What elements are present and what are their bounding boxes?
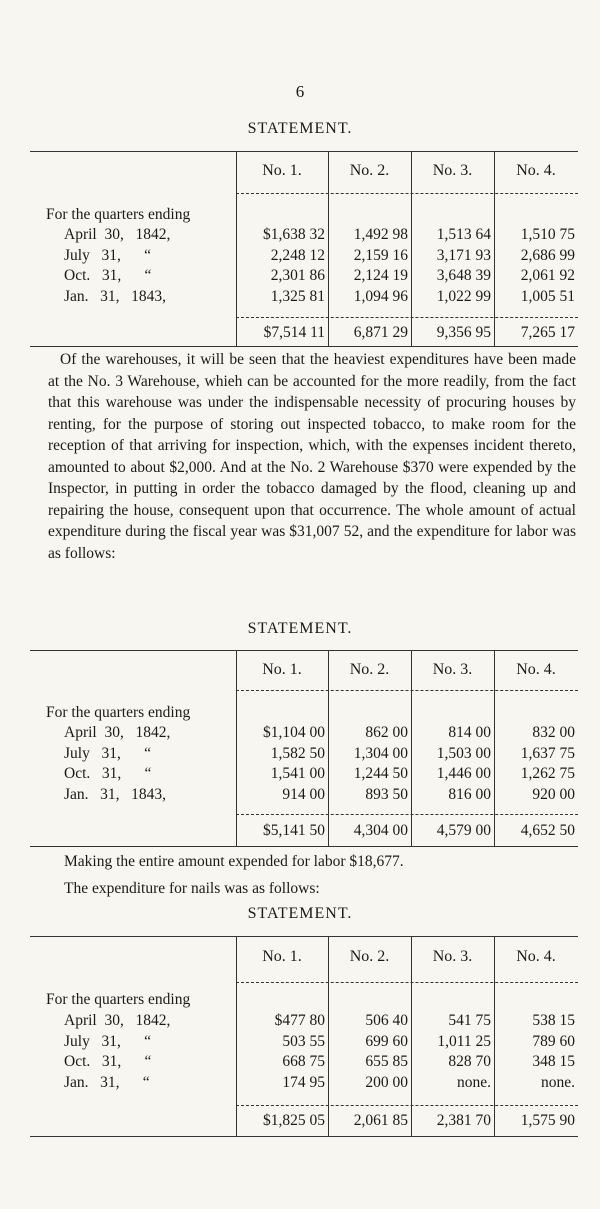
column-header: No. 1. — [262, 162, 302, 179]
table-cell: 828 70 — [448, 1053, 491, 1070]
row-label: Oct. 31, “ — [64, 1053, 152, 1070]
table-cell: 174 95 — [282, 1073, 325, 1091]
total-cell: 7,265 17 — [520, 324, 575, 341]
table-cell: 920 00 — [532, 785, 575, 803]
total-rule — [236, 814, 578, 815]
table-cell: 1,325 81 — [270, 287, 325, 305]
total-cell: $7,514 11 — [263, 324, 325, 341]
total-cell: 9,356 95 — [436, 324, 491, 341]
table-cell: 1,582 50 — [270, 744, 325, 762]
table-cell: 789 60 — [532, 1032, 575, 1050]
table-cell: 503 55 — [282, 1032, 325, 1050]
table-cell: 914 00 — [282, 785, 325, 803]
table-cell: 348 15 — [532, 1053, 575, 1070]
table-bottom-rule — [30, 346, 578, 347]
table-top-rule — [30, 936, 578, 937]
statement-title: STATEMENT. — [247, 905, 353, 922]
table-bottom-rule — [30, 846, 578, 847]
table-cell: 2,159 16 — [353, 246, 408, 264]
row-label: July 31, “ — [64, 744, 151, 762]
table-cell: 1,637 75 — [520, 744, 575, 762]
total-cell: 1,575 90 — [520, 1112, 575, 1129]
row-label: Jan. 31, 1843, — [64, 287, 167, 305]
row-label: Jan. 31, “ — [64, 1073, 150, 1091]
statement-title: STATEMENT. — [247, 620, 353, 637]
table-cell: 668 75 — [282, 1053, 325, 1070]
table-cell: 816 00 — [448, 785, 491, 803]
row-label: July 31, “ — [64, 246, 151, 264]
table-cell: 3,648 39 — [436, 267, 491, 284]
table-cell: 1,244 50 — [353, 765, 408, 782]
total-cell: 2,381 70 — [436, 1112, 491, 1129]
table-cell: 814 00 — [448, 724, 491, 741]
total-cell: 6,871 29 — [353, 324, 408, 341]
table-cell: 1,446 00 — [436, 765, 491, 782]
table-cell: $1,104 00 — [263, 724, 325, 741]
total-rule — [236, 1105, 578, 1106]
table-cell: 1,513 64 — [436, 226, 491, 243]
column-header: No. 4. — [516, 162, 556, 179]
table-cell: 541 75 — [448, 1012, 491, 1029]
total-rule — [236, 317, 578, 318]
column-header: No. 3. — [432, 162, 473, 179]
column-header: No. 1. — [262, 661, 302, 678]
table-cell: 2,248 12 — [270, 246, 325, 264]
row-label: April 30, 1842, — [64, 1012, 171, 1029]
column-header: No. 2. — [349, 162, 390, 179]
table-cell: 699 60 — [365, 1032, 408, 1050]
row-label-header: For the quarters ending — [46, 206, 191, 223]
header-rule — [236, 193, 578, 194]
table-cell: 655 85 — [365, 1053, 408, 1070]
row-label: April 30, 1842, — [64, 226, 171, 243]
table-cell: 1,011 25 — [437, 1032, 491, 1050]
table-cell: 2,686 99 — [520, 246, 575, 264]
table-cell: 862 00 — [365, 724, 408, 741]
table-cell: 1,492 98 — [353, 226, 408, 243]
table-cell: 832 00 — [532, 724, 575, 741]
row-label-header: For the quarters ending — [46, 704, 191, 721]
header-rule — [236, 690, 578, 691]
table-cell: 1,094 96 — [353, 287, 408, 305]
row-label-header: For the quarters ending — [46, 991, 191, 1008]
table-cell: 506 40 — [365, 1012, 408, 1029]
table-cell: $477 80 — [274, 1012, 325, 1029]
table-cell: 3,171 93 — [436, 246, 491, 264]
total-cell: 4,304 00 — [353, 822, 408, 839]
row-label: April 30, 1842, — [64, 724, 171, 741]
column-header: No. 4. — [516, 948, 556, 965]
row-label: Jan. 31, 1843, — [64, 785, 167, 803]
table-cell: 2,301 86 — [270, 267, 325, 284]
table-cell: 1,005 51 — [520, 287, 575, 305]
table-cell: 200 00 — [365, 1073, 408, 1091]
total-cell: $5,141 50 — [263, 822, 325, 839]
table-cell: $1,638 32 — [263, 226, 325, 243]
table-cell: 893 50 — [365, 785, 408, 803]
column-header: No. 3. — [432, 661, 473, 678]
column-header: No. 2. — [349, 948, 390, 965]
nails-intro-line: The expenditure for nails was as follows: — [64, 880, 320, 897]
column-header: No. 2. — [349, 661, 390, 678]
labor-total-line: Making the entire amount expended for labor $18,677. — [64, 853, 404, 870]
column-header: No. 4. — [516, 661, 556, 678]
table-cell: none. — [456, 1073, 491, 1091]
header-rule — [236, 982, 578, 983]
table-cell: 1,022 99 — [436, 287, 491, 305]
table-cell: 1,503 00 — [436, 744, 491, 762]
row-label: Oct. 31, “ — [64, 765, 152, 782]
statement-title: STATEMENT. — [247, 120, 353, 137]
total-cell: 4,652 50 — [520, 822, 575, 839]
table-cell: none. — [540, 1073, 575, 1091]
total-cell: $1,825 05 — [263, 1112, 325, 1129]
row-label: July 31, “ — [64, 1032, 151, 1050]
table-cell: 538 15 — [532, 1012, 575, 1029]
table-cell: 2,124 19 — [353, 267, 408, 284]
table-top-rule — [30, 650, 578, 651]
table-bottom-rule — [30, 1136, 578, 1137]
table-cell: 1,304 00 — [353, 744, 408, 762]
table-cell: 2,061 92 — [520, 267, 575, 284]
row-label: Oct. 31, “ — [64, 267, 152, 284]
table-top-rule — [30, 151, 578, 152]
table-cell: 1,262 75 — [520, 765, 575, 782]
total-cell: 4,579 00 — [436, 822, 491, 839]
column-header: No. 1. — [262, 948, 302, 965]
page-number: 6 — [295, 82, 305, 101]
total-cell: 2,061 85 — [353, 1112, 408, 1129]
column-header: No. 3. — [432, 948, 473, 965]
paragraph-expenditures: Of the warehouses, it will be seen that the heaviest expenditures have been made at the No. 3 Warehouse, whieh can be accounted for the more readily, from the fact that this warehouse was under the indispensable necessity of procuring houses by renting, for the purpose of storing out inspected tobacco, to make room for the reception of that arriving for inspection, which, with the expenses incident thereto, amounted to about $2,000. And at the No. 2 Warehouse $370 were expended by the Inspector, in putting in order the tobacco damaged by the flood, cleaning up and repairing the house, consequent upon that occurrence. The whole amount of actual expenditure during the fiscal year was $31,007 52, and the expenditure for labor was as follows: — [48, 351, 576, 562]
table-cell: 1,510 75 — [520, 226, 575, 243]
table-cell: 1,541 00 — [270, 765, 325, 782]
